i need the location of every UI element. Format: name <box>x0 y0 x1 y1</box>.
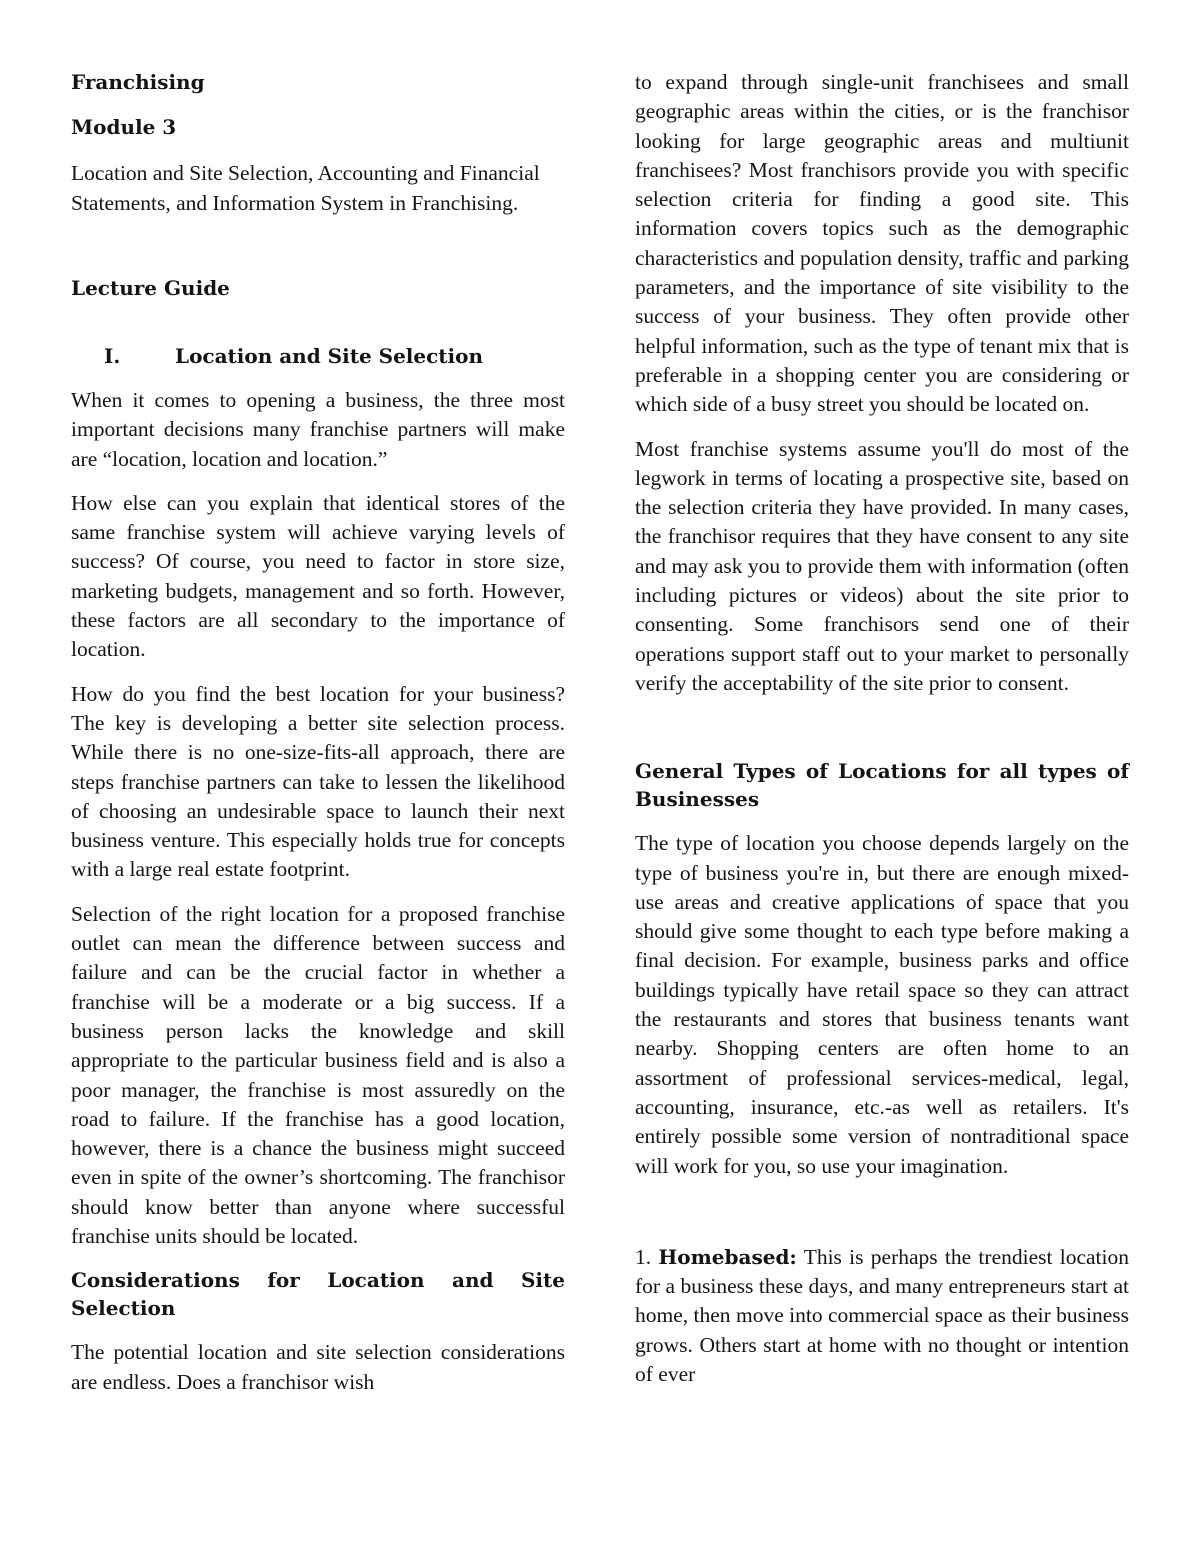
paragraph: Most franchise systems assume you'll do most of the legwork in terms of locating a prospective site, based on the selection criteria they have provided. In many cases, the franchisor requires that they have consent to any site and may ask you to provide them with information (often including pictures or videos) about the site prior to consenting. Some franchisors send one of their operations support staff out to your market to personally verify the acceptability of the site prior to consent. <box>635 436 1129 695</box>
paragraph: The potential location and site selection considerations are endless. Does a franchisor wish <box>71 1340 565 1394</box>
homebased-label: Homebased: <box>658 1244 797 1269</box>
lecture-guide-heading: Lecture Guide <box>71 276 230 300</box>
module-subtitle: Location and Site Selection, Accounting and Financial Statements, and Information System in Franchising. <box>71 161 540 215</box>
considerations-heading: Considerations for Location and Site Selection <box>71 1268 565 1321</box>
left-column <box>71 68 565 1412</box>
paragraph: When it comes to opening a business, the three most important decisions many franchise partners will make are “location, location and location.” <box>71 388 565 471</box>
right-column <box>635 68 1129 1404</box>
general-types-heading: General Types of Locations for all types of Businesses <box>635 759 1129 812</box>
paragraph: Selection of the right location for a proposed franchise outlet can mean the difference between success and failure and can be the crucial factor in whether a franchise will be a moderate or a big success. If a business person lacks the knowledge and skill appropriate to the particular business field and is also a poor manager, the franchise is most assuredly on the road to failure. If the franchise has a good location, however, there is a chance the business might succeed even in spite of the owner’s shortcoming. The franchisor should know better than anyone where successful franchise units should be located. <box>71 901 565 1249</box>
paragraph: The type of location you choose depends largely on the type of business you're in, but there are enough mixed-use areas and creative applications of space that you should give some thought to each type before making a final decision. For example, business parks and office buildings typically have retail space so they can attract the restaurants and stores that business tenants want nearby. Shopping centers are often home to an assortment of professional services-medical, legal, accounting, insurance, etc.-as well as retailers. It's entirely possible some version of nontraditional space will work for you, so use your imagination. <box>635 831 1129 1178</box>
section-heading <box>71 342 565 370</box>
section-title: Location and Site Selection <box>175 344 484 368</box>
section-numeral: I. <box>104 344 121 368</box>
homebased-item <box>635 1243 1129 1389</box>
module-label: Module 3 <box>71 115 177 139</box>
document-title: Franchising <box>71 70 205 94</box>
list-number: 1. <box>635 1244 652 1269</box>
homebased-text: This is perhaps the trendiest location for a business these days, and many entrepreneurs start at home, then move into commercial space as their business grows. Others start at home with no thought or intention of ever <box>635 1244 1129 1386</box>
paragraph: How else can you explain that identical stores of the same franchise system will achieve varying levels of success? Of course, you need to factor in store size, marketing budgets, management and so forth. However, these factors are all secondary to the importance of location. <box>71 490 565 662</box>
paragraph: How do you find the best location for your business? The key is developing a better site selection process. While there is no one-size-fits-all approach, there are steps franchise partners can take to lessen the likelihood of choosing an undesirable space to launch their next business venture. This especially holds true for concepts with a large real estate footprint. <box>71 681 565 882</box>
paragraph: to expand through single-unit franchisees and small geographic areas within the cities, or is the franchisor looking for large geographic areas and multiunit franchisees? Most franchisors provide you with specific selection criteria for finding a good site. This information covers topics such as the demographic characteristics and population density, traffic and parking parameters, and the importance of site visibility to the success of your business. They often provide other helpful information, such as the type of tenant mix that is preferable in a shopping center you are considering or which side of a busy street you should be located on. <box>635 70 1129 417</box>
